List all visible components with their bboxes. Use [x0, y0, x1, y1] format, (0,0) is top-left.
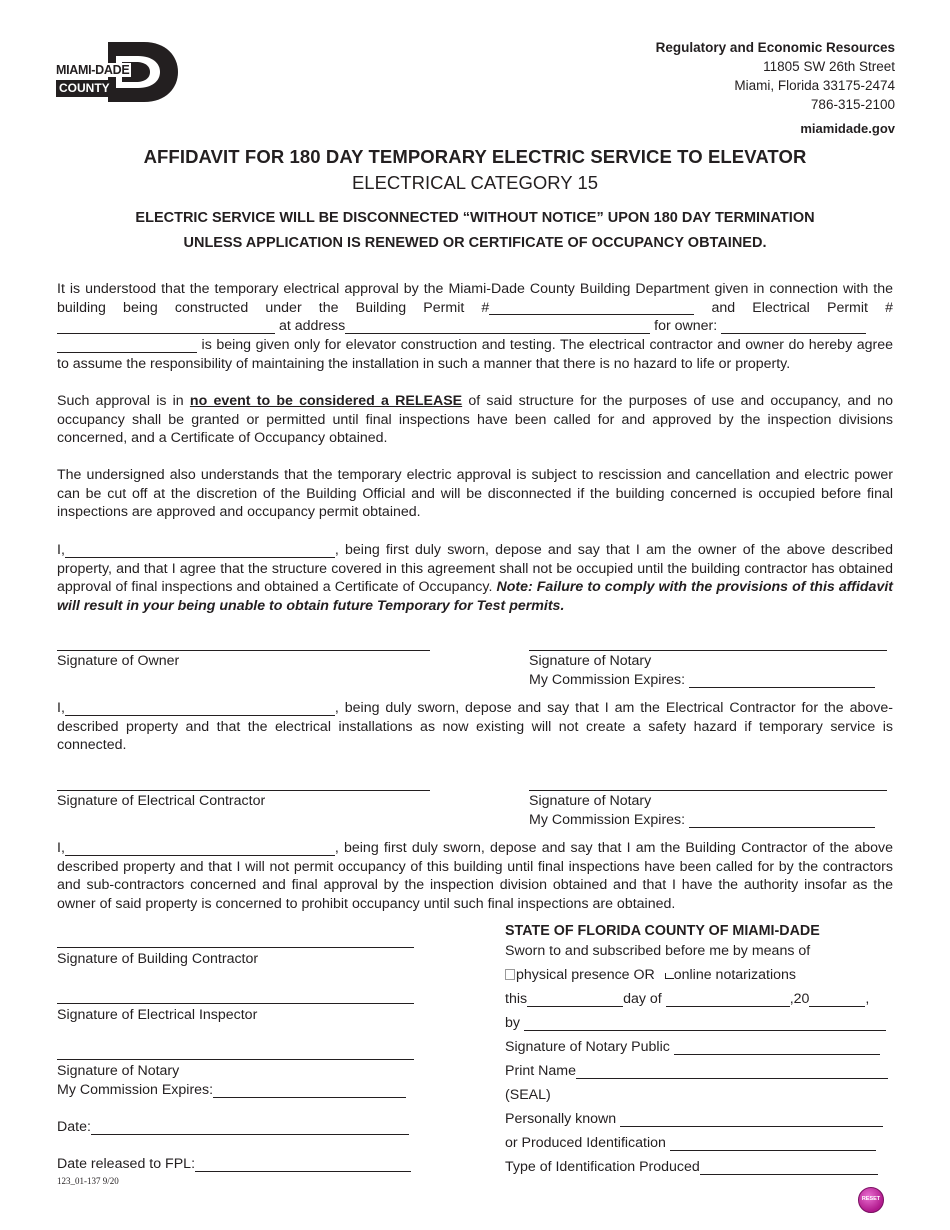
agency-block	[656, 38, 895, 114]
miami-dade-logo	[56, 42, 178, 102]
para4-prefix: I,	[57, 542, 65, 558]
notary-day-field[interactable]	[527, 991, 623, 1007]
paragraph-owner-oath	[57, 541, 893, 616]
owner-field-1[interactable]	[721, 318, 866, 334]
notary-public-signature-row	[505, 1038, 880, 1057]
notary-heading: STATE OF FLORIDA COUNTY OF MIAMI-DADE	[505, 923, 820, 939]
paragraph-permit	[57, 280, 893, 374]
fpl-date-field[interactable]	[195, 1156, 411, 1172]
inspector-notary-commission	[57, 1081, 406, 1100]
id-type-field[interactable]	[700, 1159, 878, 1175]
seal-label: (SEAL)	[505, 1087, 551, 1103]
warning-line-1: ELECTRIC SERVICE WILL BE DISCONNECTED “WITHOUT NOTICE” UPON 180 DAY TERMINATION	[135, 210, 815, 226]
para1-text-5: is being given only for elevator construction and testing. The electrical contractor and owner do hereby agree to assume the responsibility of maintaining the installation in such a manner that there is no hazard to life or property.	[57, 337, 893, 372]
agency-name: Regulatory and Economic Resources	[655, 40, 895, 55]
date-field[interactable]	[91, 1119, 409, 1135]
notary-public-signature-label: Signature of Notary Public	[505, 1039, 670, 1055]
date-row	[57, 1118, 409, 1137]
notary-by-field[interactable]	[524, 1015, 886, 1031]
online-notarization-label: online notarizations	[673, 967, 796, 983]
by-label: by	[505, 1015, 520, 1031]
produced-id-field[interactable]	[670, 1135, 876, 1151]
online-notarization-checkbox[interactable]	[665, 973, 674, 979]
failure-note: Note: Failure to comply with the provisions of this affidavit will result in your being unable to obtain future Temporary for Test permits.	[57, 579, 893, 615]
inspector-notary-signature-line[interactable]	[57, 1059, 414, 1060]
ec-notary-commission	[529, 811, 875, 830]
year-prefix-label: ,20	[789, 991, 810, 1007]
ec-notary-signature-line[interactable]	[529, 790, 887, 791]
para1-text-3: at address	[275, 318, 346, 335]
paragraph-release	[57, 392, 893, 448]
inspector-notary-commission-field[interactable]	[213, 1082, 406, 1098]
electrical-inspector-signature-line[interactable]	[57, 1003, 414, 1004]
personally-known-label: Personally known	[505, 1111, 617, 1127]
electrical-inspector-signature-label: Signature of Electrical Inspector	[57, 1007, 258, 1023]
paragraph-building-contractor-oath	[57, 839, 893, 914]
print-name-field[interactable]	[576, 1063, 888, 1079]
owner-name-field[interactable]	[65, 542, 335, 558]
para1-text-1: It is understood that the temporary electrical approval by the Miami-Dade County Building Department given in connection with the building being constructed under the Building Permit #	[57, 281, 893, 316]
reset-button[interactable]	[858, 1187, 884, 1213]
form-title: AFFIDAVIT FOR 180 DAY TEMPORARY ELECTRIC SERVICE TO ELEVATOR	[143, 146, 807, 167]
electrical-contractor-signature-label: Signature of Electrical Contractor	[57, 793, 266, 809]
produced-id-label: or Produced Identification	[505, 1135, 666, 1151]
date-label: Date:	[57, 1119, 91, 1135]
warning-line-2: UNLESS APPLICATION IS RENEWED OR CERTIFICATE OF OCCUPANCY OBTAINED.	[183, 235, 767, 251]
building-contractor-signature-label: Signature of Building Contractor	[57, 951, 259, 967]
notary-by-row	[505, 1014, 886, 1033]
print-name-row	[505, 1062, 888, 1081]
address-field[interactable]	[345, 318, 650, 334]
owner-notary-commission	[529, 671, 875, 690]
notarization-method-row	[505, 966, 796, 985]
day-of-label: day of	[623, 991, 662, 1007]
owner-notary-signature-line[interactable]	[529, 650, 887, 651]
date-comma: ,	[865, 991, 870, 1007]
para5-prefix: I,	[57, 700, 65, 716]
notary-year-field[interactable]	[809, 991, 865, 1007]
owner-signature-label: Signature of Owner	[57, 653, 180, 669]
this-label: this	[505, 991, 528, 1007]
release-emphasis: no event to be considered a RELEASE	[189, 393, 463, 409]
para2-text-1: Such approval is in	[57, 393, 190, 409]
reset-button-label: RESET	[861, 1196, 881, 1202]
inspector-notary-signature-label: Signature of Notary	[57, 1063, 180, 1079]
form-number: 123_01-137 9/20	[57, 1176, 119, 1186]
para5-text: , being duly sworn, depose and say that I am the Electrical Contractor for the above-described property and that the electrical installations as now existing will not create a safety hazard if temporary service is connected.	[57, 700, 893, 754]
electrical-contractor-name-field[interactable]	[65, 700, 335, 716]
building-contractor-signature-line[interactable]	[57, 947, 414, 948]
owner-notary-commission-field[interactable]	[689, 672, 875, 688]
agency-city: Miami, Florida 33175-2474	[734, 78, 895, 93]
building-contractor-name-field[interactable]	[65, 840, 335, 856]
physical-presence-checkbox[interactable]	[505, 969, 515, 980]
electrical-contractor-signature-line[interactable]	[57, 790, 430, 791]
commission-label-1: My Commission Expires:	[529, 672, 686, 688]
id-type-row	[505, 1158, 878, 1177]
ec-notary-commission-field[interactable]	[689, 812, 875, 828]
physical-presence-label: physical presence OR	[516, 967, 655, 983]
print-name-label: Print Name	[505, 1063, 576, 1079]
form-subtitle: ELECTRICAL CATEGORY 15	[351, 172, 599, 193]
personally-known-row	[505, 1110, 883, 1129]
notary-month-field[interactable]	[666, 991, 790, 1007]
notary-public-signature-field[interactable]	[674, 1039, 880, 1055]
fpl-date-label: Date released to FPL:	[57, 1156, 196, 1172]
notary-sworn-text: Sworn to and subscribed before me by means of	[505, 943, 811, 959]
agency-phone: 786-315-2100	[810, 97, 895, 112]
logo-top-text: MIAMI-DADE	[56, 63, 130, 77]
para1-text-2: and Electrical Permit #	[694, 299, 893, 316]
owner-notary-signature-label: Signature of Notary	[529, 653, 652, 669]
produced-id-row	[505, 1134, 876, 1153]
notary-date-row	[505, 990, 869, 1009]
agency-street: 11805 SW 26th Street	[763, 59, 895, 74]
fpl-date-row	[57, 1155, 411, 1174]
agency-website[interactable]: miamidade.gov	[800, 121, 895, 136]
para6-text: , being first duly sworn, depose and say that I am the Building Contractor of the above described property and that I will not permit occupancy of this building until final inspections have been called for by the contractors and sub-contractors concerned and final approval by the inspection division obtained and that I have the authority insofar as the owner of said property is concerned to prohibit occupancy until such final inspections are obtained.	[57, 840, 893, 913]
paragraph-rescission: The undersigned also understands that the temporary electric approval is subject to rescission and cancellation and electric power can be cut off at the discretion of the Building Official and will be disconnected if the building concerned is occupied before final inspections are approved and occupancy permit obtained.	[57, 467, 893, 521]
commission-label-3: My Commission Expires:	[57, 1082, 214, 1098]
owner-field-2[interactable]	[57, 337, 197, 353]
personally-known-field[interactable]	[620, 1111, 883, 1127]
building-permit-field[interactable]	[489, 299, 694, 315]
commission-label-2: My Commission Expires:	[529, 812, 686, 828]
ec-notary-signature-label: Signature of Notary	[529, 793, 652, 809]
para6-prefix: I,	[57, 840, 65, 856]
para1-text-4: for owner:	[650, 318, 722, 335]
electrical-permit-field[interactable]	[57, 318, 275, 334]
para2-text-2: of said structure for the purposes of use and occupancy, and no occupancy shall be granted or permitted until final inspections have been called for and approved by the inspection divisions concerned, and a Certificate of Occupancy obtained.	[57, 393, 893, 447]
paragraph-electrical-contractor-oath	[57, 699, 893, 755]
para4-text: , being first duly sworn, depose and say that I am the owner of the above described property, and that I agree that the structure covered in this agreement shall not be occupied until the building contractor has obtained approval of final inspections and obtained a Certificate of Occupancy.	[57, 542, 893, 596]
logo-bottom-text: COUNTY	[56, 80, 108, 97]
id-type-label: Type of Identification Produced	[505, 1159, 700, 1175]
owner-signature-line[interactable]	[57, 650, 430, 651]
